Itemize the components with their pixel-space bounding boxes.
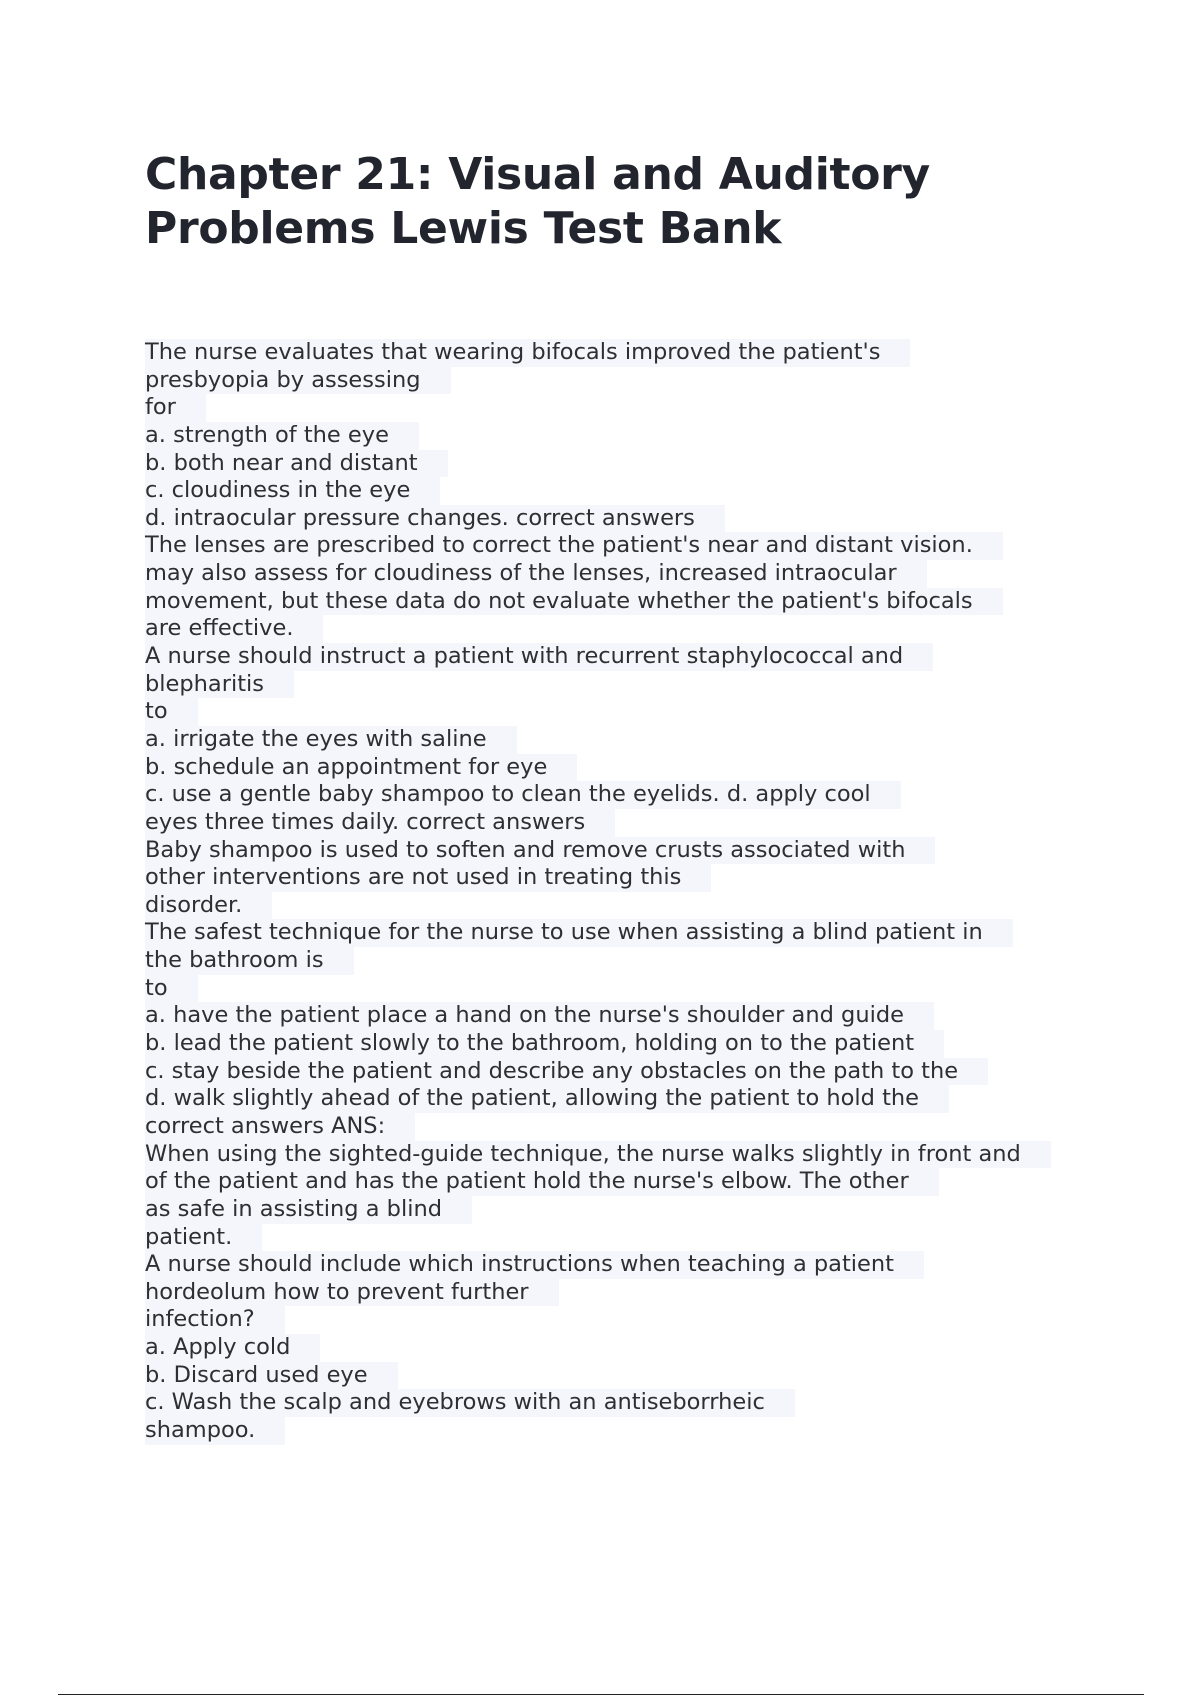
text-line-content: c. Wash the scalp and eyebrows with an antiseborrheic (145, 1389, 795, 1417)
text-line-content: c. use a gentle baby shampoo to clean the eyelids. d. apply cool (145, 781, 901, 809)
text-line (145, 1058, 1095, 1086)
text-line-content: b. lead the patient slowly to the bathroom, holding on to the patient (145, 1030, 944, 1058)
text-line (145, 1113, 1095, 1141)
text-line (145, 643, 1095, 671)
document-body (145, 339, 1095, 1445)
text-line (145, 1141, 1095, 1169)
text-line (145, 698, 1095, 726)
text-line-content: infection? (145, 1306, 285, 1334)
text-line (145, 781, 1095, 809)
text-line (145, 560, 1095, 588)
text-line-content: other interventions are not used in treating this (145, 864, 711, 892)
text-line-content: correct answers ANS: (145, 1113, 415, 1141)
text-line (145, 1251, 1095, 1279)
text-line-content: presbyopia by assessing (145, 367, 451, 395)
text-line (145, 532, 1095, 560)
text-line-content: disorder. (145, 892, 272, 920)
text-line (145, 864, 1095, 892)
text-line (145, 947, 1095, 975)
text-line (145, 975, 1095, 1003)
text-line-content: The nurse evaluates that wearing bifocals improved the patient's (145, 339, 910, 367)
text-line-content: a. irrigate the eyes with saline (145, 726, 517, 754)
text-line-content: a. have the patient place a hand on the nurse's shoulder and guide (145, 1002, 934, 1030)
text-line-content: A nurse should instruct a patient with recurrent staphylococcal and (145, 643, 933, 671)
text-line-content: a. Apply cold (145, 1334, 320, 1362)
text-line-content: b. schedule an appointment for eye (145, 754, 577, 782)
text-line (145, 1002, 1095, 1030)
text-line (145, 588, 1095, 616)
text-line-content: of the patient and has the patient hold the nurse's elbow. The other (145, 1168, 939, 1196)
title-line-2: Problems Lewis Test Bank (145, 203, 782, 254)
text-line-content: are effective. (145, 615, 323, 643)
text-line-content: the bathroom is (145, 947, 354, 975)
text-line-content: a. strength of the eye (145, 422, 419, 450)
text-line-content: d. walk slightly ahead of the patient, allowing the patient to hold the (145, 1085, 949, 1113)
text-line (145, 477, 1095, 505)
text-line (145, 615, 1095, 643)
text-line (145, 1389, 1095, 1417)
text-line-content: as safe in assisting a blind (145, 1196, 472, 1224)
text-line-content: shampoo. (145, 1417, 285, 1445)
text-line (145, 809, 1095, 837)
text-line (145, 671, 1095, 699)
text-line (145, 505, 1095, 533)
text-line-content: hordeolum how to prevent further (145, 1279, 559, 1307)
text-line (145, 394, 1095, 422)
text-line-content: b. both near and distant (145, 450, 448, 478)
text-line (145, 422, 1095, 450)
text-line (145, 1279, 1095, 1307)
page-title (145, 148, 1045, 256)
text-line (145, 450, 1095, 478)
text-line (145, 837, 1095, 865)
text-line-content: to (145, 975, 198, 1003)
text-line (145, 367, 1095, 395)
text-line (145, 1168, 1095, 1196)
text-line (145, 339, 1095, 367)
text-line (145, 1224, 1095, 1252)
text-line-content: d. intraocular pressure changes. correct answers (145, 505, 725, 533)
text-line-content: eyes three times daily. correct answers (145, 809, 615, 837)
text-line-content: b. Discard used eye (145, 1362, 398, 1390)
text-line-content: When using the sighted-guide technique, the nurse walks slightly in front and (145, 1141, 1051, 1169)
text-line-content: to (145, 698, 198, 726)
text-line-content: may also assess for cloudiness of the lenses, increased intraocular (145, 560, 927, 588)
text-line-content: patient. (145, 1224, 262, 1252)
text-line (145, 1030, 1095, 1058)
text-line-content: blepharitis (145, 671, 294, 699)
text-line-content: c. stay beside the patient and describe any obstacles on the path to the (145, 1058, 988, 1086)
text-line-content: The safest technique for the nurse to use when assisting a blind patient in (145, 919, 1013, 947)
text-line (145, 892, 1095, 920)
text-line (145, 726, 1095, 754)
text-line (145, 1417, 1095, 1445)
text-line (145, 1334, 1095, 1362)
text-line-content: The lenses are prescribed to correct the patient's near and distant vision. (145, 532, 1003, 560)
title-line-1: Chapter 21: Visual and Auditory (145, 149, 930, 200)
footer-divider (58, 1694, 1144, 1695)
text-line (145, 1306, 1095, 1334)
text-line (145, 1196, 1095, 1224)
text-line-content: A nurse should include which instructions when teaching a patient (145, 1251, 924, 1279)
text-line (145, 1085, 1095, 1113)
text-line (145, 919, 1095, 947)
text-line-content: for (145, 394, 206, 422)
text-line-content: Baby shampoo is used to soften and remove crusts associated with (145, 837, 935, 865)
text-line (145, 754, 1095, 782)
text-line-content: movement, but these data do not evaluate whether the patient's bifocals (145, 588, 1003, 616)
text-line-content: c. cloudiness in the eye (145, 477, 440, 505)
text-line (145, 1362, 1095, 1390)
